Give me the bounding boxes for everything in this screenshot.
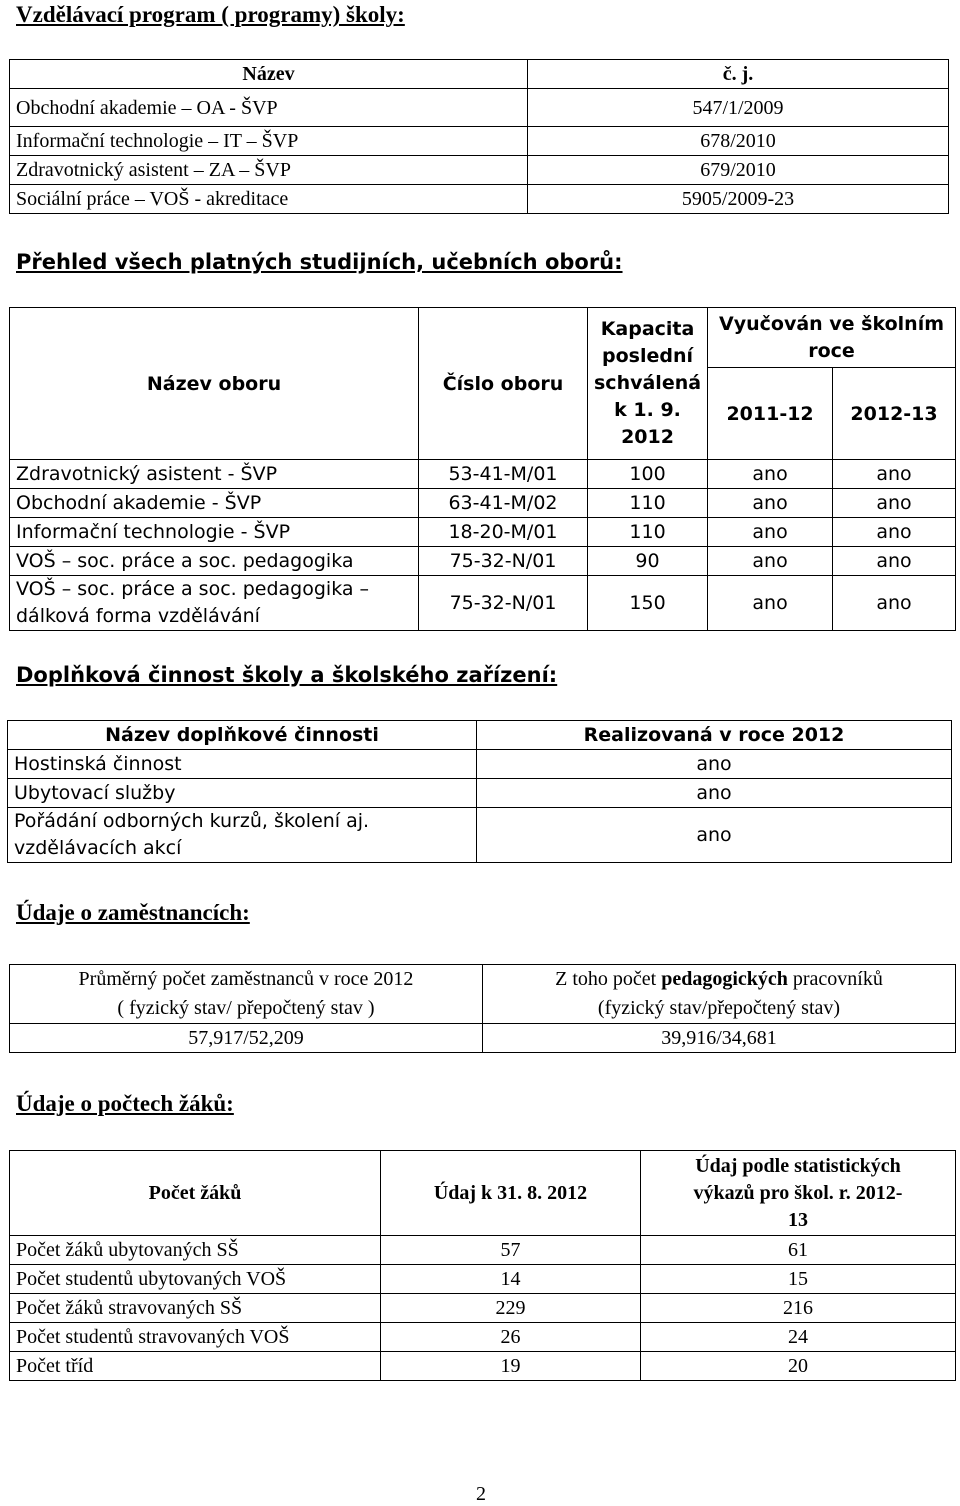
field-year2: ano bbox=[833, 518, 956, 547]
field-capacity: 110 bbox=[588, 518, 708, 547]
students-stat-value: 61 bbox=[641, 1236, 956, 1265]
field-name: Zdravotnický asistent - ŠVP bbox=[10, 460, 419, 489]
program-name: Obchodní akademie – OA - ŠVP bbox=[10, 89, 528, 127]
students-date-value: 14 bbox=[381, 1265, 641, 1294]
employees-heading: Údaje o zaměstnancích: bbox=[16, 900, 250, 925]
table-header-row bbox=[10, 1151, 956, 1236]
col-header-ped-employees bbox=[483, 965, 956, 1024]
col-header-ped-line1 bbox=[489, 965, 949, 994]
field-year2: ano bbox=[833, 547, 956, 576]
students-table bbox=[9, 1150, 956, 1381]
fields-heading: Přehled všech platných studijních, učebních oborů: bbox=[16, 250, 623, 274]
students-date-value: 26 bbox=[381, 1323, 641, 1352]
fields-table bbox=[9, 307, 956, 631]
field-capacity: 100 bbox=[588, 460, 708, 489]
field-year2: ano bbox=[833, 576, 956, 631]
field-code: 75-32-N/01 bbox=[419, 547, 588, 576]
field-name: VOŠ – soc. práce a soc. pedagogika bbox=[10, 547, 419, 576]
students-stat-value: 24 bbox=[641, 1323, 956, 1352]
table-row bbox=[10, 1352, 956, 1381]
program-number: 679/2010 bbox=[528, 156, 949, 185]
activity-name: Hostinská činnost bbox=[8, 750, 477, 779]
col-header-date: Údaj k 31. 8. 2012 bbox=[381, 1151, 641, 1236]
col-header-name: Název bbox=[10, 60, 528, 89]
col-header-field-code: Číslo oboru bbox=[419, 308, 588, 460]
supplementary-heading: Doplňková činnost školy a školského zařízení: bbox=[16, 663, 558, 687]
table-row bbox=[10, 1294, 956, 1323]
field-name: Obchodní akademie - ŠVP bbox=[10, 489, 419, 518]
field-code: 63-41-M/02 bbox=[419, 489, 588, 518]
col-header-year2: 2012-13 bbox=[833, 368, 956, 460]
field-year2: ano bbox=[833, 460, 956, 489]
field-year2: ano bbox=[833, 489, 956, 518]
col-header-number: č. j. bbox=[528, 60, 949, 89]
col-header-avg-line1: Průměrný počet zaměstnanců v roce 2012 bbox=[78, 968, 414, 990]
activity-name: Ubytovací služby bbox=[8, 779, 477, 808]
ped-suffix: pracovníků bbox=[787, 968, 883, 990]
table-row bbox=[10, 460, 956, 489]
ped-bold: pedagogických bbox=[661, 968, 788, 990]
activity-realized: ano bbox=[477, 808, 952, 863]
field-code: 18-20-M/01 bbox=[419, 518, 588, 547]
programs-table bbox=[9, 59, 949, 214]
table-row bbox=[8, 808, 952, 863]
table-row bbox=[10, 127, 949, 156]
field-capacity: 150 bbox=[588, 576, 708, 631]
students-stat-value: 20 bbox=[641, 1352, 956, 1381]
table-header-row bbox=[8, 721, 952, 750]
students-label: Počet studentů ubytovaných VOŠ bbox=[10, 1265, 381, 1294]
col-header-stat: Údaj podle statistických výkazů pro škol. r. 2012-13 bbox=[641, 1151, 956, 1236]
students-stat-value: 216 bbox=[641, 1294, 956, 1323]
col-header-capacity: Kapacita poslední schválená k 1. 9. 2012 bbox=[588, 308, 708, 460]
col-header-avg-line2: ( fyzický stav/ přepočtený stav ) bbox=[117, 997, 375, 1019]
field-year1: ano bbox=[708, 489, 833, 518]
field-year1: ano bbox=[708, 460, 833, 489]
col-header-avg-employees bbox=[10, 965, 483, 1024]
field-capacity: 110 bbox=[588, 489, 708, 518]
col-header-students-label: Počet žáků bbox=[10, 1151, 381, 1236]
table-row bbox=[10, 1323, 956, 1352]
table-row bbox=[10, 518, 956, 547]
supplementary-table bbox=[7, 720, 952, 863]
table-row bbox=[8, 779, 952, 808]
field-code: 53-41-M/01 bbox=[419, 460, 588, 489]
table-row bbox=[10, 185, 949, 214]
page-number: 2 bbox=[476, 1483, 486, 1505]
programs-heading: Vzdělávací program ( programy) školy: bbox=[16, 2, 405, 27]
table-header-row bbox=[10, 308, 956, 368]
program-number: 678/2010 bbox=[528, 127, 949, 156]
students-label: Počet žáků ubytovaných SŠ bbox=[10, 1236, 381, 1265]
program-number: 547/1/2009 bbox=[528, 89, 949, 127]
col-header-ped-line2: (fyzický stav/přepočtený stav) bbox=[597, 997, 841, 1019]
activity-name: Pořádání odborných kurzů, školení aj. vzdělávacích akcí bbox=[8, 808, 477, 863]
program-number: 5905/2009-23 bbox=[528, 185, 949, 214]
students-date-value: 57 bbox=[381, 1236, 641, 1265]
table-row bbox=[10, 489, 956, 518]
col-header-year1: 2011-12 bbox=[708, 368, 833, 460]
table-row bbox=[10, 156, 949, 185]
col-header-taught: Vyučován ve školním roce bbox=[708, 308, 956, 368]
table-row bbox=[10, 1024, 956, 1053]
col-header-realized: Realizovaná v roce 2012 bbox=[477, 721, 952, 750]
table-header-row bbox=[10, 60, 949, 89]
employees-table bbox=[9, 964, 956, 1053]
program-name: Sociální práce – VOŠ - akreditace bbox=[10, 185, 528, 214]
field-year1: ano bbox=[708, 518, 833, 547]
activity-realized: ano bbox=[477, 750, 952, 779]
ped-employees-value: 39,916/34,681 bbox=[483, 1024, 956, 1053]
activity-realized: ano bbox=[477, 779, 952, 808]
students-date-value: 19 bbox=[381, 1352, 641, 1381]
table-row bbox=[10, 89, 949, 127]
field-name: Informační technologie - ŠVP bbox=[10, 518, 419, 547]
students-heading: Údaje o počtech žáků: bbox=[16, 1091, 234, 1116]
col-header-field-name: Název oboru bbox=[10, 308, 419, 460]
students-label: Počet tříd bbox=[10, 1352, 381, 1381]
col-header-activity: Název doplňkové činnosti bbox=[8, 721, 477, 750]
field-capacity: 90 bbox=[588, 547, 708, 576]
field-name: VOŠ – soc. práce a soc. pedagogika – dálková forma vzdělávání bbox=[10, 576, 419, 631]
avg-employees-value: 57,917/52,209 bbox=[10, 1024, 483, 1053]
field-year1: ano bbox=[708, 547, 833, 576]
table-header-row bbox=[10, 965, 956, 1024]
students-label: Počet studentů stravovaných VOŠ bbox=[10, 1323, 381, 1352]
table-row bbox=[10, 1236, 956, 1265]
field-year1: ano bbox=[708, 576, 833, 631]
table-row bbox=[10, 576, 956, 631]
table-row bbox=[10, 1265, 956, 1294]
program-name: Zdravotnický asistent – ZA – ŠVP bbox=[10, 156, 528, 185]
ped-prefix: Z toho počet bbox=[555, 968, 662, 990]
program-name: Informační technologie – IT – ŠVP bbox=[10, 127, 528, 156]
students-date-value: 229 bbox=[381, 1294, 641, 1323]
field-code: 75-32-N/01 bbox=[419, 576, 588, 631]
table-row bbox=[8, 750, 952, 779]
students-label: Počet žáků stravovaných SŠ bbox=[10, 1294, 381, 1323]
table-row bbox=[10, 547, 956, 576]
students-stat-value: 15 bbox=[641, 1265, 956, 1294]
